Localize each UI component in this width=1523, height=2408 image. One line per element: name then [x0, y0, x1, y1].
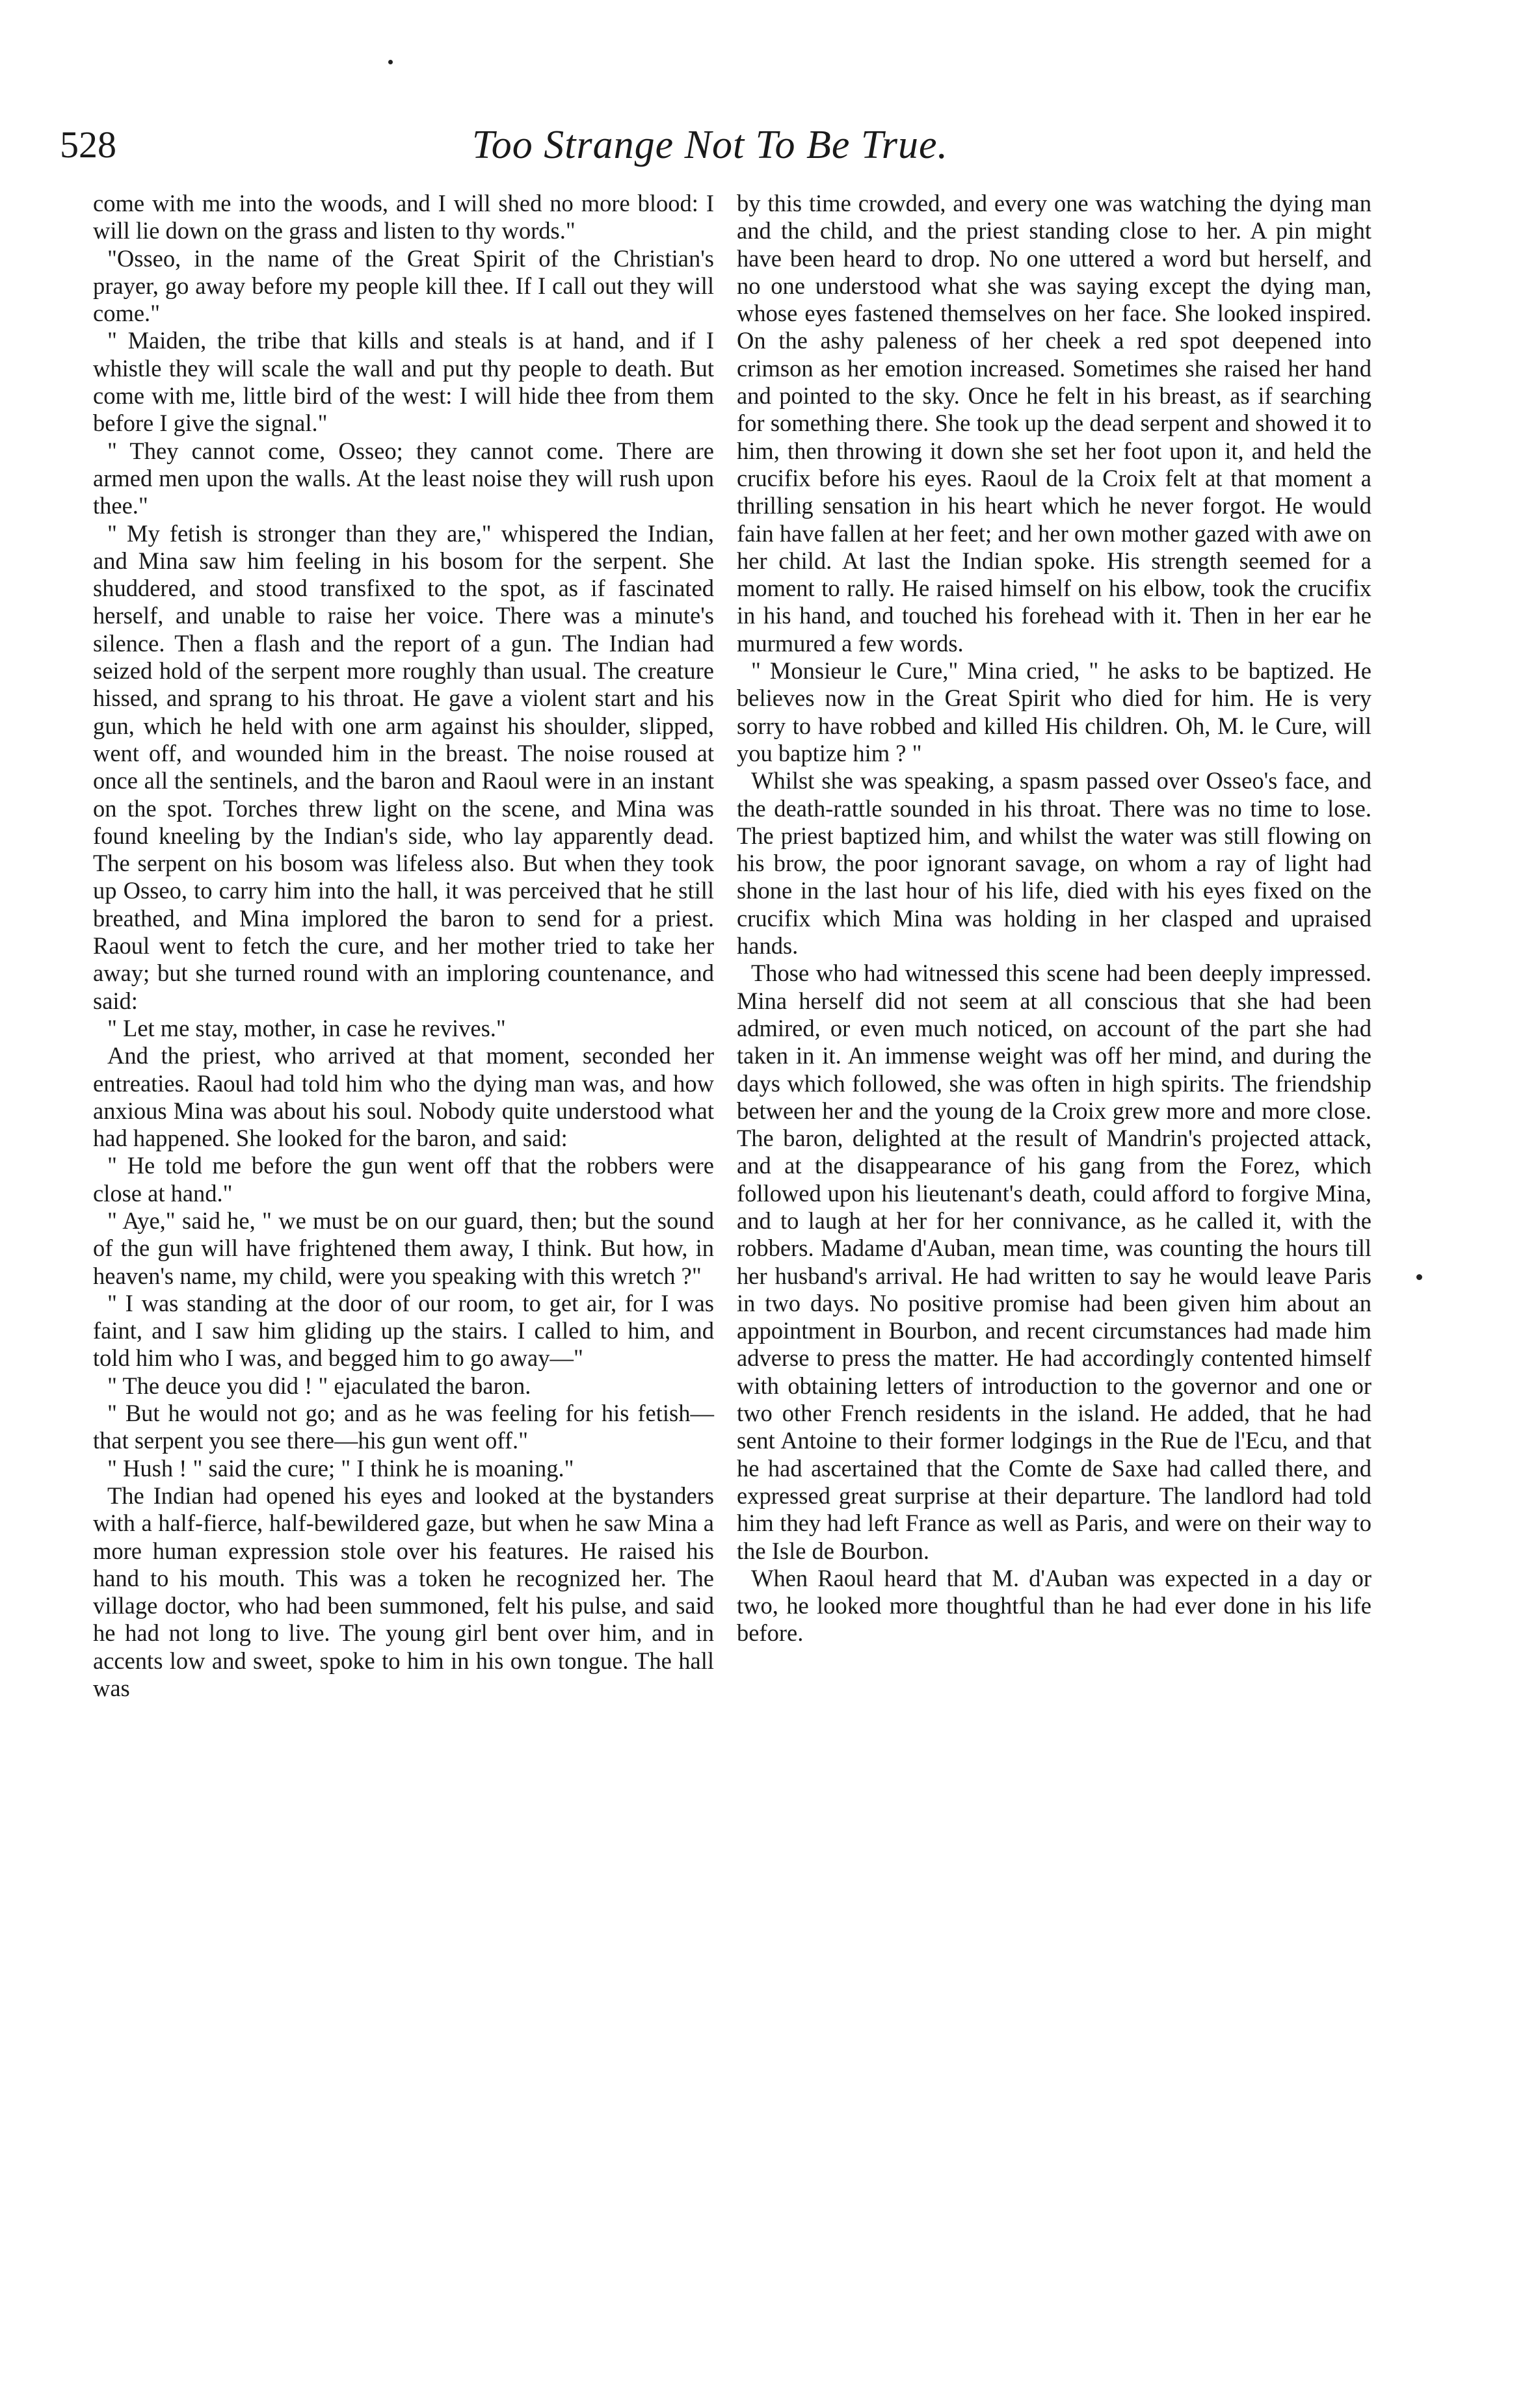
- page-header: [60, 116, 1360, 174]
- right-column: [737, 190, 1371, 1647]
- paragraph: by this time crowded, and every one was watching the dying man and the child, and the priest standing close to her. A pin might have been heard to drop. No one uttered a word but herself, and no one understood what she was saying except the dying man, whose eyes fastened themselves on her face. She looked inspired. On the ashy paleness of her cheek a red spot deepened into crimson as her emotion increased. Sometimes she raised her hand and pointed to the sky. Once he felt in his breast, as if searching for something there. She took up the dead serpent and showed it to him, then throwing it down she set her foot upon it, and held the crucifix before his eyes. Raoul de la Croix felt at that moment a thrilling sensation in his heart which he never forgot. He would fain have fallen at her feet; and her own mother gazed with awe on her child. At last the Indian spoke. His strength seemed for a moment to rally. He raised himself on his elbow, took the crucifix in his hand, and touched his forehead with it. Then in her ear he murmured a few words.: [737, 190, 1371, 657]
- paragraph: Those who had witnessed this scene had been deeply impressed. Mina herself did not seem at all conscious that she had been admired, or even much noticed, on account of the part she had taken in it. An immense weight was off her mind, and during the days which followed, she was often in high spirits. The friendship between her and the young de la Croix grew more and more close. The baron, delighted at the result of Mandrin's projected attack, and at the disappearance of his gang from the Forez, which followed upon his lieutenant's death, could afford to forgive Mina, and to laugh at her for her connivance, as he called it, with the robbers. Madame d'Auban, mean time, was counting the hours till her husband's arrival. He had written to say he would leave Paris in two days. No positive promise had been given him about an appointment in Bourbon, and recent circumstances had made him adverse to press the matter. He had accordingly contented himself with obtaining letters of introduction to the governor and one or two other French residents in the island. He added, that he had sent Antoine to their former lodgings in the Rue de l'Ecu, and that he had ascertained that the Comte de Saxe had called there, and expressed great surprise at their departure. The landlord had told him they had left France as well as Paris, and were on their way to the Isle de Bourbon.: [737, 960, 1371, 1564]
- print-speck: [1416, 1274, 1422, 1280]
- running-title: Too Strange Not To Be True.: [471, 123, 949, 167]
- paragraph: "Osseo, in the name of the Great Spirit of the Christian's prayer, go away before my people kill thee. If I call out they will come.": [93, 244, 714, 327]
- paragraph: " Aye," said he, " we must be on our guard, then; but the sound of the gun will have frightened them away, I think. But how, in heaven's name, my child, were you speaking with this wretch ?": [93, 1207, 714, 1289]
- paragraph: Whilst she was speaking, a spasm passed over Osseo's face, and the death-rattle sounded in his throat. There was no time to lose. The priest baptized him, and whilst the water was still flowing on his brow, the poor ignorant savage, on whom a ray of light had shone in the last hour of his life, died with his eyes fixed on the crucifix which Mina was holding in her clasped and upraised hands.: [737, 767, 1371, 960]
- paragraph: And the priest, who arrived at that moment, seconded her entreaties. Raoul had told him who the dying man was, and how anxious Mina was about his soul. Nobody quite understood what had happened. She looked for the baron, and said:: [93, 1042, 714, 1152]
- paragraph: " Monsieur le Cure," Mina cried, " he asks to be baptized. He believes now in the Great Spirit who died for him. He is very sorry to have robbed and killed His children. Oh, M. le Cure, will you baptize him ? ": [737, 657, 1371, 766]
- paragraph: " I was standing at the door of our room, to get air, for I was faint, and I saw him gliding up the stairs. I called to him, and told him who I was, and begged him to go away—": [93, 1289, 714, 1372]
- page-number: 528: [60, 124, 116, 166]
- paragraph: The Indian had opened his eyes and looked at the bystanders with a half-fierce, half-bewildered gaze, but when he saw Mina a more human expression stole over his features. He raised his hand to his mouth. This was a token he recognized her. The village doctor, who had been summoned, felt his pulse, and said he had not long to live. The young girl bent over him, and in accents low and sweet, spoke to him in his own tongue. The hall was: [93, 1482, 714, 1702]
- paragraph: " My fetish is stronger than they are," whispered the Indian, and Mina saw him feeling in his bosom for the serpent. She shuddered, and stood transfixed to the spot, as if fascinated herself, and unable to raise her voice. There was a minute's silence. Then a flash and the report of a gun. The Indian had seized hold of the serpent more roughly than usual. The creature hissed, and sprang to his throat. He gave a violent start and his gun, which he held with one arm against his shoulder, slipped, went off, and wounded him in the breast. The noise roused at once all the sentinels, and the baron and Raoul were in an instant on the spot. Torches threw light on the scene, and Mina was found kneeling by the Indian's side, who lay apparently dead. The serpent on his bosom was lifeless also. But when they took up Osseo, to carry him into the hall, it was perceived that he still breathed, and Mina implored the baron to send for a priest. Raoul went to fetch the cure, and her mother tried to take her away; but she turned round with an imploring countenance, and said:: [93, 519, 714, 1014]
- paragraph: " The deuce you did ! " ejaculated the baron.: [107, 1372, 531, 1399]
- print-speck: [388, 60, 393, 64]
- paragraph: When Raoul heard that M. d'Auban was expected in a day or two, he looked more thoughtful than he had ever done in his life before.: [737, 1564, 1371, 1647]
- left-column: [93, 190, 714, 1702]
- paragraph: " He told me before the gun went off that the robbers were close at hand.": [93, 1152, 714, 1207]
- paragraph: " Maiden, the tribe that kills and steals is at hand, and if I whistle they will scale the wall and put thy people to death. But come with me, little bird of the west: I will hide thee from them before I give the signal.": [93, 327, 714, 437]
- paragraph: " But he would not go; and as he was feeling for his fetish—that serpent you see there—his gun went off.": [93, 1400, 714, 1454]
- paragraph: " Let me stay, mother, in case he revives.": [107, 1014, 506, 1041]
- paragraph: " Hush ! " said the cure; " I think he is moaning.": [107, 1454, 574, 1482]
- paragraph: come with me into the woods, and I will shed no more blood: I will lie down on the grass and listen to thy words.": [93, 190, 714, 244]
- paragraph: " They cannot come, Osseo; they cannot come. There are armed men upon the walls. At the least noise they will rush upon thee.": [93, 437, 714, 519]
